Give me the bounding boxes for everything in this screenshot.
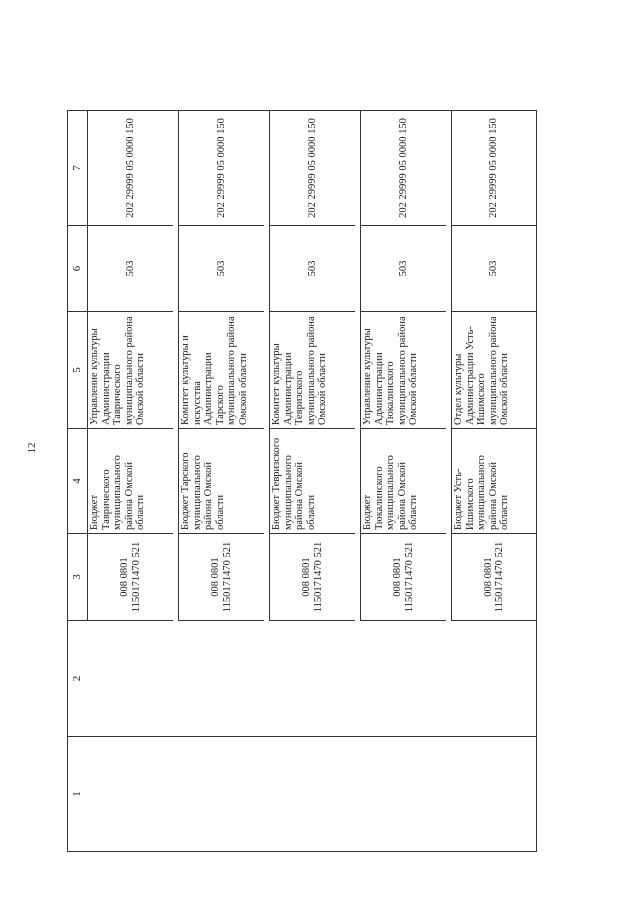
kdr-cell: 202 29999 05 0000 150 (451, 110, 537, 226)
allocation-table (67, 110, 519, 852)
header-cell-3: 3 (67, 534, 87, 621)
kdr-cell: 202 29999 05 0000 150 (178, 110, 264, 226)
header-cell-6: 6 (67, 226, 87, 312)
code-cell: 503 (87, 226, 173, 312)
column-2-cell (87, 621, 173, 737)
table-row (269, 110, 355, 852)
header-cell-2: 2 (67, 621, 87, 737)
page-number: 12 (26, 442, 38, 454)
table-row (451, 110, 537, 852)
budget-cell: Бюджет Таврического муниципального района Омской области (87, 429, 173, 534)
budget-cell: Бюджет Усть-Ишимского муниципального района Омской области (451, 429, 537, 534)
column-1-cell (451, 737, 537, 852)
kbk-cell: 008 0801 1150171470 521 (360, 534, 446, 621)
column-2-cell (360, 621, 446, 737)
recipient-cell: Управление культуры Администрации Таврического муниципального района Омской области (87, 312, 173, 429)
kbk-cell: 008 0801 1150171470 521 (451, 534, 537, 621)
table-row (360, 110, 446, 852)
header-cell-5: 5 (67, 312, 87, 429)
table-header-row (67, 110, 87, 852)
table-row (87, 110, 173, 852)
table-row (178, 110, 264, 852)
table-frame (67, 110, 519, 852)
kbk-cell: 008 0801 1150171470 521 (178, 534, 264, 621)
column-1-cell (269, 737, 355, 852)
kbk-cell: 008 0801 1150171470 521 (269, 534, 355, 621)
budget-cell: Бюджет Тюкалинского муниципального района Омской области (360, 429, 446, 534)
column-1-cell (178, 737, 264, 852)
recipient-cell: Комитет культуры и искусства Администрации Тарского муниципального района Омской области (178, 312, 264, 429)
code-cell: 503 (451, 226, 537, 312)
kdr-cell: 202 29999 05 0000 150 (269, 110, 355, 226)
column-2-cell (178, 621, 264, 737)
recipient-cell: Управление культуры Администрации Тюкалинского муниципального района Омской области (360, 312, 446, 429)
budget-cell: Бюджет Тевризского муниципального района Омской области (269, 429, 355, 534)
recipient-cell: Отдел культуры Администрации Усть-Ишимского муниципального района Омской области (451, 312, 537, 429)
code-cell: 503 (360, 226, 446, 312)
kdr-cell: 202 29999 05 0000 150 (87, 110, 173, 226)
header-cell-4: 4 (67, 429, 87, 534)
code-cell: 503 (269, 226, 355, 312)
column-2-cell (451, 621, 537, 737)
header-cell-7: 7 (67, 110, 87, 226)
column-1-cell (87, 737, 173, 852)
kbk-cell: 008 0801 1150171470 521 (87, 534, 173, 621)
column-2-cell (269, 621, 355, 737)
kdr-cell: 202 29999 05 0000 150 (360, 110, 446, 226)
recipient-cell: Комитет культуры Администрации Тевризского муниципального района Омской области (269, 312, 355, 429)
header-cell-1: 1 (67, 737, 87, 852)
column-1-cell (360, 737, 446, 852)
code-cell: 503 (178, 226, 264, 312)
budget-cell: Бюджет Тарского муниципального района Омской области (178, 429, 264, 534)
